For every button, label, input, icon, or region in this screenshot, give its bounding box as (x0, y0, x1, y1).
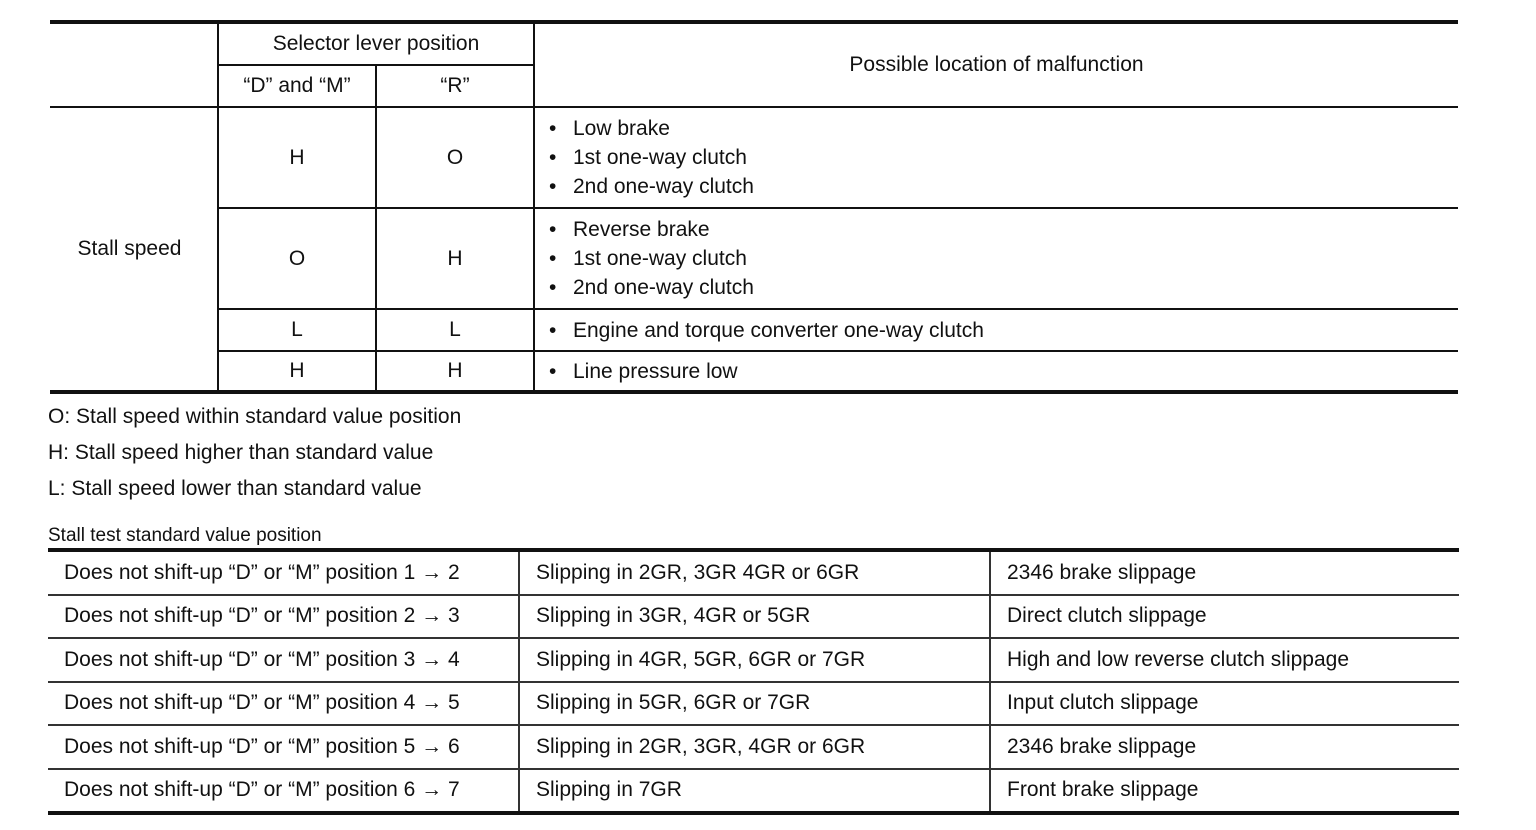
shift-slippage-table (48, 548, 1459, 815)
location-cell (534, 309, 1458, 351)
cause-cell: Direct clutch slippage (990, 595, 1459, 639)
legend-o: O: Stall speed within standard value position (48, 405, 462, 428)
condition-cell: Does not shift-up “D” or “M” position 4 → 5 (48, 682, 519, 726)
location-cell (534, 351, 1458, 392)
symptom-cell: Slipping in 2GR, 3GR, 4GR or 6GR (519, 725, 990, 769)
possible-location-header: Possible location of malfunction (534, 22, 1458, 107)
cause-cell: 2346 brake slippage (990, 550, 1459, 595)
location-cell (534, 208, 1458, 309)
shift-table-caption: Stall test standard value position (48, 525, 322, 546)
table-row (48, 595, 1459, 639)
table-row (48, 682, 1459, 726)
list-item: • 2nd one-way clutch (549, 273, 1458, 302)
list-item: • Engine and torque converter one-way clutch (549, 316, 1458, 345)
list-item: • Line pressure low (549, 357, 1458, 386)
cause-cell: 2346 brake slippage (990, 725, 1459, 769)
table-header-row (50, 22, 1458, 65)
symptom-cell: Slipping in 2GR, 3GR 4GR or 6GR (519, 550, 990, 595)
stall-speed-label: Stall speed (50, 107, 218, 392)
d-m-value: H (218, 107, 376, 208)
condition-cell: Does not shift-up “D” or “M” position 3 → 4 (48, 638, 519, 682)
condition-cell: Does not shift-up “D” or “M” position 1 → 2 (64, 560, 460, 584)
list-item: • 1st one-way clutch (549, 244, 1458, 273)
table-row (48, 769, 1459, 814)
table-row (48, 550, 1459, 595)
condition-cell: Does not shift-up “D” or “M” position 5 → 6 (48, 725, 519, 769)
location-list (535, 357, 1458, 386)
legend-h: H: Stall speed higher than standard value (48, 441, 434, 464)
list-item: • 2nd one-way clutch (549, 172, 1458, 201)
d-m-value: L (218, 309, 376, 351)
d-and-m-header: “D” and “M” (218, 65, 376, 107)
symptom-cell: Slipping in 4GR, 5GR, 6GR or 7GR (519, 638, 990, 682)
stall-speed-table (50, 20, 1458, 394)
symptom-cell: Slipping in 3GR, 4GR or 5GR (519, 595, 990, 639)
d-m-value: O (218, 208, 376, 309)
table-row (50, 309, 1458, 351)
r-value: H (376, 351, 534, 392)
table-row (48, 725, 1459, 769)
r-header: “R” (376, 65, 534, 107)
r-value: L (376, 309, 534, 351)
table-row (50, 107, 1458, 208)
legend-l: L: Stall speed lower than standard value (48, 477, 422, 500)
r-value: O (376, 107, 534, 208)
location-list (535, 215, 1458, 302)
symptom-cell: Slipping in 5GR, 6GR or 7GR (519, 682, 990, 726)
blank-header-cell (50, 22, 218, 107)
cause-cell: High and low reverse clutch slippage (990, 638, 1459, 682)
r-value: H (376, 208, 534, 309)
table-row (50, 208, 1458, 309)
table-row (50, 351, 1458, 392)
table-row (48, 638, 1459, 682)
location-cell (534, 107, 1458, 208)
d-m-value: H (218, 351, 376, 392)
cause-cell: Input clutch slippage (990, 682, 1459, 726)
location-list (535, 114, 1458, 201)
location-list (535, 316, 1458, 345)
list-item: • Reverse brake (549, 215, 1458, 244)
selector-lever-position-header: Selector lever position (218, 22, 534, 65)
symptom-cell: Slipping in 7GR (519, 769, 990, 814)
cause-cell: Front brake slippage (990, 769, 1459, 814)
condition-cell: Does not shift-up “D” or “M” position 2 → 3 (48, 595, 519, 639)
condition-cell: Does not shift-up “D” or “M” position 6 → 7 (48, 769, 519, 814)
list-item: • 1st one-way clutch (549, 143, 1458, 172)
list-item: • Low brake (549, 114, 1458, 143)
